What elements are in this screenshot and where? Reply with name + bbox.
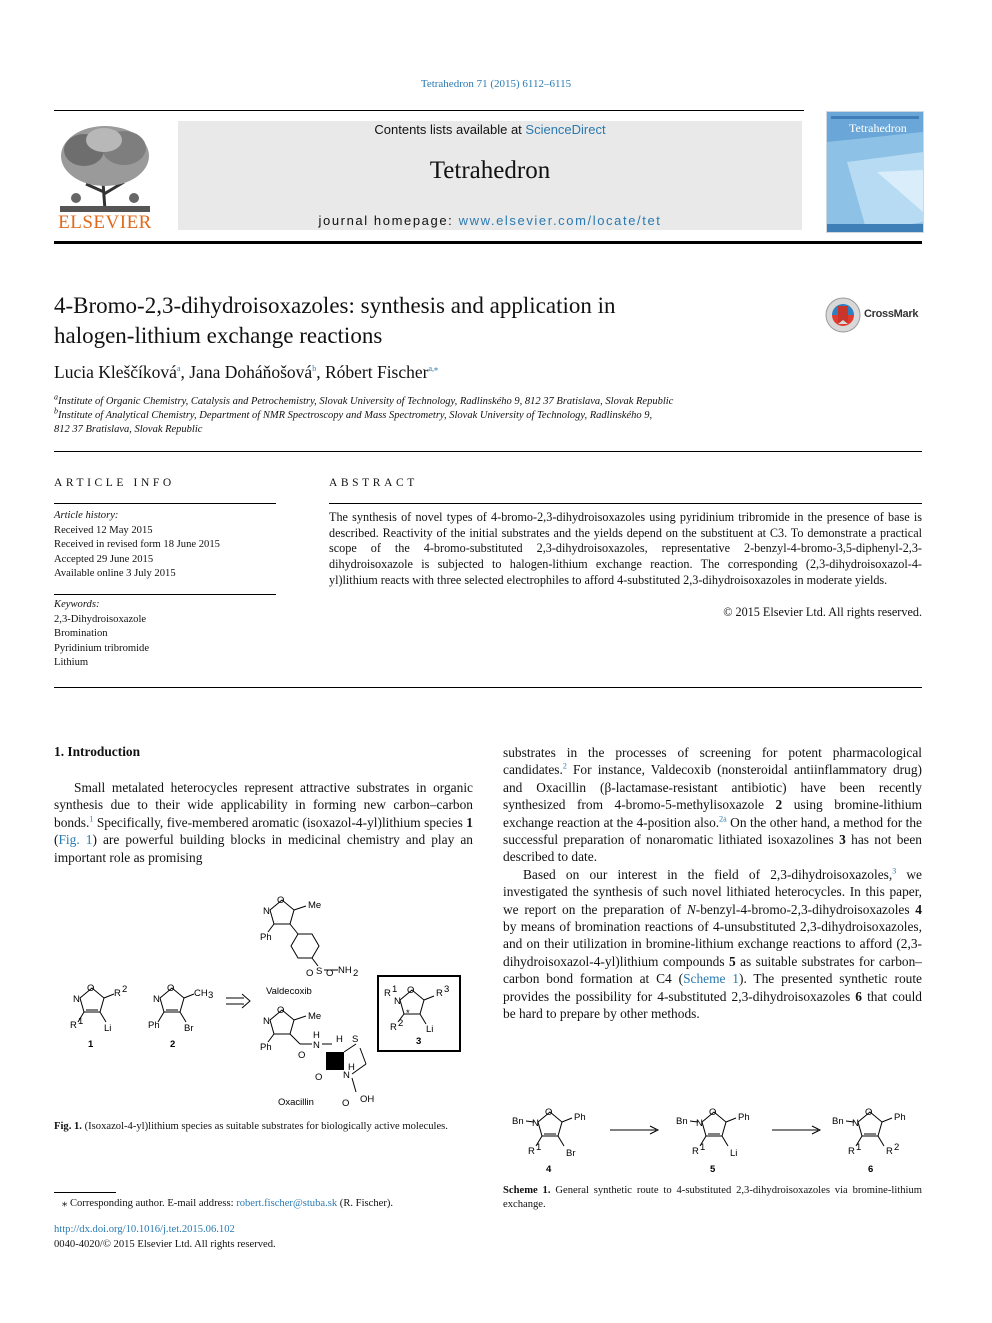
svg-text:1: 1 bbox=[856, 1142, 862, 1153]
oxacillin-label: Oxacillin bbox=[278, 1097, 314, 1108]
text-run: Specifically, five-membered aromatic (isoxazol-4-yl)lithium species bbox=[93, 814, 467, 830]
history-item: Available online 3 July 2015 bbox=[54, 568, 176, 579]
sciencedirect-link[interactable]: ScienceDirect bbox=[525, 122, 606, 137]
svg-text:2: 2 bbox=[122, 984, 128, 995]
keyword-item: Bromination bbox=[54, 628, 108, 639]
author-sep: , bbox=[180, 362, 190, 382]
svg-text:*: * bbox=[406, 1008, 410, 1019]
svg-text:O: O bbox=[545, 1107, 553, 1118]
svg-text:N: N bbox=[263, 1016, 270, 1027]
keywords-rule bbox=[54, 594, 276, 595]
elsevier-wordmark: ELSEVIER bbox=[58, 212, 152, 233]
text-run: we investigated the synthesis of such novel lithiated heterocycles. In this paper, we report on the preparation of bbox=[503, 866, 923, 917]
svg-text:N: N bbox=[263, 906, 270, 917]
svg-text:O: O bbox=[87, 983, 95, 994]
text-run: ) are powerful building blocks in medicinal chemistry and play an important role as promising bbox=[54, 832, 473, 865]
corr-name: (R. Fischer). bbox=[337, 1198, 394, 1209]
author-name: Róbert Fischer bbox=[324, 362, 429, 382]
intro-column-2 bbox=[503, 744, 922, 1023]
contents-prefix: Contents lists available at bbox=[374, 122, 526, 137]
homepage-prefix: journal homepage: bbox=[318, 213, 459, 228]
author-name: Jana Doháňošová bbox=[189, 362, 313, 382]
svg-text:N: N bbox=[532, 1118, 539, 1129]
article-info-heading: ARTICLE INFO bbox=[54, 477, 175, 489]
abstract-copyright: © 2015 Elsevier Ltd. All rights reserved. bbox=[723, 605, 922, 619]
author-name: Lucia Kleščíková bbox=[54, 362, 177, 382]
cover-title: Tetrahedron bbox=[849, 121, 907, 135]
svg-text:R: R bbox=[384, 988, 391, 999]
title-line-1: 4-Bromo-2,3-dihydroisoxazoles: synthesis and application in bbox=[54, 293, 616, 318]
text-run: has not been described to date. bbox=[503, 832, 922, 865]
text-run: ). The presented synthetic route provides the possibility for 4-substituted 2,3-dihydroisoxazoles bbox=[503, 971, 922, 1004]
svg-text:1: 1 bbox=[536, 1142, 542, 1153]
svg-text:R: R bbox=[436, 988, 443, 999]
doi-link[interactable]: http://dx.doi.org/10.1016/j.tet.2015.06.102 bbox=[54, 1224, 235, 1235]
text-run: ( bbox=[54, 832, 59, 848]
svg-text:R: R bbox=[390, 1022, 397, 1033]
svg-text:N: N bbox=[73, 994, 80, 1005]
history-item: Received in revised form 18 June 2015 bbox=[54, 539, 220, 550]
compound-number: 5 bbox=[728, 953, 736, 969]
svg-text:R: R bbox=[114, 988, 121, 999]
svg-text:N: N bbox=[313, 1040, 320, 1051]
keyword-item: Lithium bbox=[54, 657, 89, 668]
svg-text:O: O bbox=[298, 1050, 306, 1061]
text-run: Small metalated heterocycles represent attractive substrates in organic synthesis due to their wide applicability in forming new carbon–carbon bonds. bbox=[54, 780, 473, 830]
svg-text:Bn: Bn bbox=[832, 1116, 844, 1127]
svg-text:Br: Br bbox=[184, 1023, 194, 1034]
footnote-rule bbox=[54, 1192, 116, 1193]
info-top-rule bbox=[54, 451, 922, 452]
scheme1-link[interactable]: Scheme 1 bbox=[683, 971, 740, 987]
history-item: Accepted 29 June 2015 bbox=[54, 553, 154, 565]
keywords bbox=[54, 598, 276, 671]
reaction-arrow-1 bbox=[610, 1126, 658, 1134]
corr-text: ⁎ Corresponding author. E-mail address: bbox=[62, 1198, 237, 1209]
svg-text:Ph: Ph bbox=[260, 932, 272, 943]
history-item: Received 12 May 2015 bbox=[54, 524, 153, 536]
svg-text:Li: Li bbox=[730, 1148, 738, 1159]
header-top-rule bbox=[54, 110, 804, 111]
figure-1-caption bbox=[54, 1120, 473, 1134]
scheme-1-caption bbox=[503, 1184, 922, 1212]
crossmark-label: CrossMark bbox=[864, 308, 919, 320]
crossmark-badge[interactable] bbox=[824, 296, 924, 334]
keyword-item: Pyridinium tribromide bbox=[54, 642, 150, 654]
caption-label: Scheme 1. bbox=[503, 1185, 551, 1196]
affil-label: a bbox=[54, 392, 58, 402]
oxacillin-structure bbox=[260, 1005, 374, 1109]
author-affil-sup[interactable]: b bbox=[312, 364, 317, 374]
svg-text:Ph: Ph bbox=[148, 1020, 160, 1031]
ref-link[interactable]: 2a bbox=[719, 814, 727, 824]
compound-6-structure bbox=[832, 1107, 906, 1157]
abstract-text: The synthesis of novel types of 4-bromo-2,3-dihydroisoxazoles using pyridinium tribromide in the presence of base is described. Reactivity of the initial substrates and the yields depend on the substituent at C3. To demonstrate a practical scope of the 4-bromo-substituted 2,3-dihydroisoxazoles, representative 2-benzyl-4-bromo-3,5-diphenyl-2,3-dihydroisoxazole is subjected to halogen-lithium exchange reaction. The corresponding (2,3-dihydroisoxazol-4-yl)lithium reacts with three selected electrophiles to afford 4-substituted 2,3-dihydroisoxazoles in moderate yields. bbox=[329, 510, 922, 587]
svg-text:R: R bbox=[848, 1146, 855, 1157]
svg-text:O: O bbox=[277, 895, 285, 906]
compound-label: 4 bbox=[546, 1164, 552, 1175]
svg-text:Ph: Ph bbox=[738, 1112, 750, 1123]
affiliation-a bbox=[54, 392, 814, 409]
title-line-2: halogen-lithium exchange reactions bbox=[54, 323, 383, 348]
affil-text: Institute of Organic Chemistry, Catalysis and Petrochemistry, Slovak University of Technology, Radlinského 9, 812 37 Bratislava, Slovak Republic bbox=[58, 396, 674, 407]
valdecoxib-label: Valdecoxib bbox=[266, 986, 312, 997]
compound-label: 5 bbox=[710, 1164, 716, 1175]
corresponding-author-note bbox=[62, 1197, 393, 1212]
affil-text: 812 37 Bratislava, Slovak Republic bbox=[54, 424, 203, 435]
svg-text:O: O bbox=[277, 1005, 285, 1016]
text-run: For instance, Valdecoxib (nonsteroidal antiinflammatory drug) and Oxacillin (β-lactamase-resistant antibiotic) have been recently synthesized from 4-bromo-5-methylisoxazole bbox=[503, 762, 922, 813]
compound-number: 4 bbox=[915, 901, 922, 917]
compound-label: 2 bbox=[170, 1039, 176, 1050]
valdecoxib-structure bbox=[260, 895, 358, 979]
author-list bbox=[54, 362, 438, 383]
svg-text:Me: Me bbox=[308, 900, 322, 911]
svg-text:N: N bbox=[696, 1118, 703, 1129]
text-run: N bbox=[686, 901, 696, 917]
homepage-line bbox=[178, 213, 802, 228]
abstract-heading-rule bbox=[329, 503, 922, 504]
journal-name: Tetrahedron bbox=[429, 157, 551, 184]
fig1-link[interactable]: Fig. 1 bbox=[58, 832, 93, 848]
svg-text:Ph: Ph bbox=[260, 1042, 272, 1053]
svg-text:1: 1 bbox=[392, 984, 398, 995]
svg-text:2: 2 bbox=[894, 1142, 900, 1153]
figure-1-structures bbox=[60, 892, 472, 1114]
ref-link[interactable]: 2 bbox=[562, 761, 567, 771]
svg-text:N: N bbox=[343, 1070, 350, 1081]
intro-heading: 1. Introduction bbox=[54, 744, 141, 759]
homepage-link[interactable]: www.elsevier.com/locate/tet bbox=[458, 213, 662, 228]
author-sep: , bbox=[316, 362, 325, 382]
issn-copyright: 0040-4020/© 2015 Elsevier Ltd. All rights reserved. bbox=[54, 1239, 276, 1250]
compound-label: 6 bbox=[868, 1164, 874, 1175]
caption-label: Fig. 1. bbox=[54, 1121, 82, 1132]
text-run: -benzyl-4-bromo-2,3-dihydroisoxazoles bbox=[695, 901, 916, 917]
text-run: using bromine-lithium exchange reaction at the 4-position also. bbox=[503, 797, 922, 830]
compound-number: 6 bbox=[855, 988, 862, 1004]
svg-text:O: O bbox=[326, 968, 334, 979]
svg-text:H: H bbox=[348, 1062, 355, 1073]
caption-text: General synthetic route to 4-substituted 2,3-dihydroisoxazoles via bromine-lithium exchange. bbox=[503, 1185, 923, 1210]
compound-label: 1 bbox=[88, 1039, 94, 1050]
svg-text:Me: Me bbox=[308, 1011, 322, 1022]
svg-text:S: S bbox=[316, 966, 323, 977]
compound-number: 1 bbox=[466, 814, 473, 830]
affiliation-b bbox=[54, 406, 814, 423]
svg-text:Li: Li bbox=[104, 1023, 112, 1034]
affil-text: Institute of Analytical Chemistry, Department of NMR Spectroscopy and Mass Spectrometry, Slovak University of Technology, Radlinského 9, bbox=[58, 410, 653, 421]
svg-text:Br: Br bbox=[566, 1148, 576, 1159]
svg-text:NH: NH bbox=[338, 965, 352, 976]
svg-text:N: N bbox=[153, 994, 160, 1005]
compound-number: 3 bbox=[839, 832, 846, 848]
svg-text:O: O bbox=[709, 1107, 717, 1118]
journal-citation: Tetrahedron 71 (2015) 6112–6115 bbox=[420, 78, 572, 90]
text-run: that could be hard to prepare by other methods. bbox=[503, 988, 923, 1022]
text-run: as suitable substrates for carbon–carbon bond formation at C4 ( bbox=[503, 953, 922, 987]
scheme-1-structures bbox=[506, 1100, 922, 1182]
compound-2-structure bbox=[148, 983, 213, 1034]
ref-link[interactable]: 1 bbox=[89, 814, 94, 824]
compound-1-structure bbox=[70, 983, 127, 1034]
contents-line bbox=[178, 122, 802, 137]
svg-text:Ph: Ph bbox=[574, 1112, 586, 1123]
compound-number: 2 bbox=[775, 797, 783, 813]
author-affil-sup[interactable]: a,⁎ bbox=[428, 364, 439, 374]
text-run: by means of bromination reactions of 4-unsubstituted 2,3-dihydroisoxazoles, and on their utilization in bromine-lithium exchange reactions to afford (2,3-dihydroisoxazol-4-yl)lithium compounds bbox=[503, 919, 922, 969]
text-run: Based on our interest in the field of 2,3-dihydroisoxazoles, bbox=[523, 866, 893, 882]
svg-text:H: H bbox=[313, 1030, 320, 1041]
compound-4-structure bbox=[512, 1107, 586, 1159]
svg-text:O: O bbox=[865, 1107, 873, 1118]
svg-text:O: O bbox=[407, 985, 415, 996]
caption-text: (Isoxazol-4-yl)lithium species as suitable substrates for biologically active molecules. bbox=[81, 1121, 448, 1132]
svg-text:Ph: Ph bbox=[894, 1112, 906, 1123]
svg-text:R: R bbox=[528, 1146, 535, 1157]
abstract-heading: ABSTRACT bbox=[329, 477, 418, 489]
svg-text:R: R bbox=[886, 1146, 893, 1157]
info-heading-rule bbox=[54, 503, 276, 504]
info-bottom-rule bbox=[54, 687, 922, 688]
reaction-arrow-2 bbox=[772, 1126, 820, 1134]
svg-text:2: 2 bbox=[398, 1018, 404, 1029]
text-run: substrates in the processes of screening for potent pharmacological candidates. bbox=[503, 745, 922, 778]
journal-banner bbox=[178, 121, 802, 230]
svg-text:O: O bbox=[315, 1072, 323, 1083]
elsevier-tree-icon bbox=[54, 122, 156, 214]
svg-text:2: 2 bbox=[353, 968, 359, 979]
article-title bbox=[54, 291, 794, 351]
compound-5-structure bbox=[676, 1107, 750, 1159]
author-affil-sup[interactable]: a bbox=[176, 364, 181, 374]
svg-text:3: 3 bbox=[208, 990, 214, 1001]
svg-text:N: N bbox=[852, 1118, 859, 1129]
journal-cover[interactable] bbox=[826, 111, 924, 233]
affiliation-b-cont bbox=[54, 423, 814, 437]
ref-link[interactable]: 3 bbox=[892, 866, 897, 876]
article-history bbox=[54, 509, 276, 582]
compound-label: 3 bbox=[416, 1036, 422, 1047]
svg-text:Bn: Bn bbox=[676, 1116, 688, 1127]
svg-text:R: R bbox=[70, 1020, 77, 1031]
svg-text:O: O bbox=[342, 1098, 350, 1109]
text-run: On the other hand, a method for the successful preparation of nonaromatic lithiated isoxazolines bbox=[503, 814, 922, 848]
svg-text:1: 1 bbox=[78, 1016, 84, 1027]
svg-text:Bn: Bn bbox=[512, 1116, 524, 1127]
history-label: Article history: bbox=[54, 510, 119, 521]
svg-text:R: R bbox=[692, 1146, 699, 1157]
elsevier-logo[interactable] bbox=[54, 122, 156, 232]
svg-text:1: 1 bbox=[700, 1142, 706, 1153]
svg-text:O: O bbox=[306, 968, 314, 979]
svg-text:OH: OH bbox=[360, 1094, 375, 1105]
svg-text:3: 3 bbox=[444, 984, 450, 995]
header-bottom-rule bbox=[54, 241, 922, 244]
crossmark-icon bbox=[824, 296, 862, 334]
svg-text:N: N bbox=[394, 996, 401, 1007]
svg-text:O: O bbox=[167, 983, 175, 994]
svg-text:Li: Li bbox=[426, 1024, 434, 1035]
compound-3-structure bbox=[384, 984, 449, 1035]
intro-paragraph-1 bbox=[54, 779, 473, 866]
email-link[interactable]: robert.fischer@stuba.sk bbox=[236, 1198, 338, 1209]
keywords-label: Keywords: bbox=[54, 599, 100, 610]
svg-text:S: S bbox=[352, 1034, 359, 1045]
svg-text:CH: CH bbox=[194, 988, 208, 999]
affil-label: b bbox=[54, 406, 58, 416]
keyword-item: 2,3-Dihydroisoxazole bbox=[54, 613, 147, 625]
implication-arrow bbox=[226, 994, 250, 1008]
svg-text:H: H bbox=[336, 1034, 343, 1045]
